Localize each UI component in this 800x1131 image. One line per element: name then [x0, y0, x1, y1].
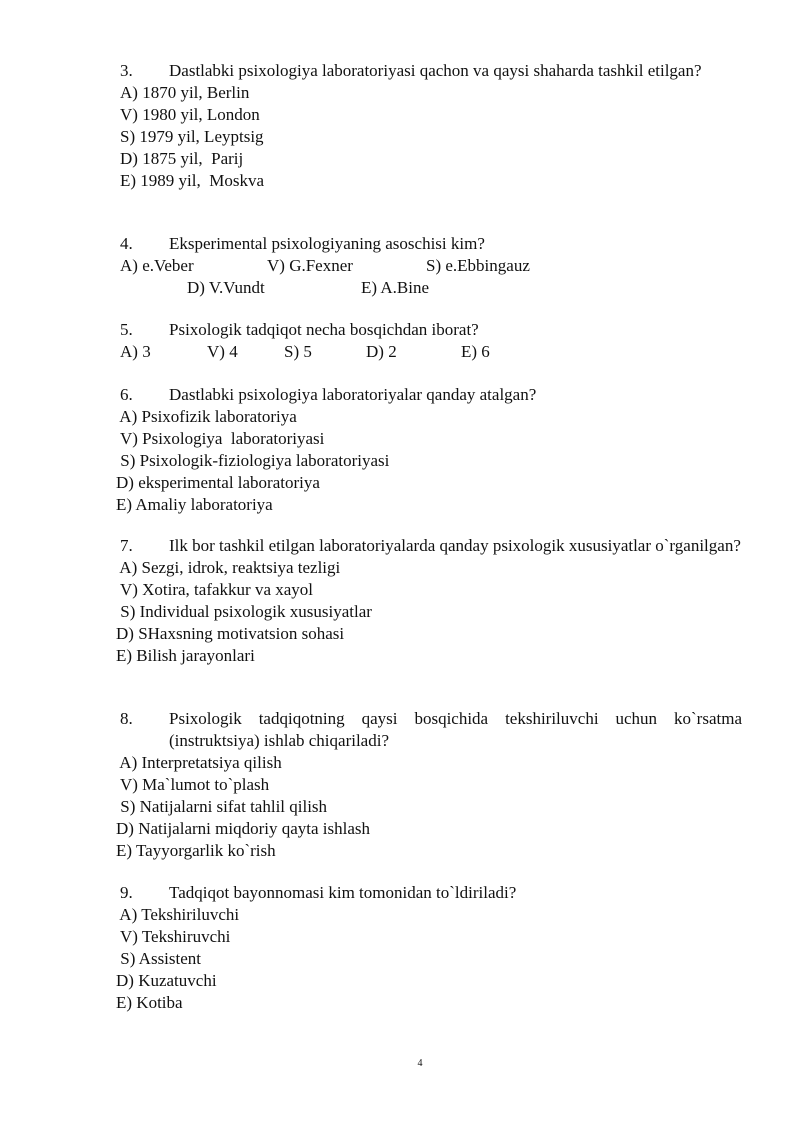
question-stem	[120, 233, 742, 255]
question-text: Tadqiqot bayonnomasi kim tomonidan to`ldiriladi?	[169, 883, 517, 902]
option-s: S) Assistent	[116, 949, 202, 968]
option-a: A) e.Veber	[120, 256, 194, 275]
question-text: Ilk bor tashkil etilgan laboratoriyalarda qanday psixologik xususiyatlar o`rganilgan?	[169, 536, 741, 555]
question-stem	[120, 535, 742, 557]
question-number: 9.	[120, 883, 133, 902]
question-8	[116, 708, 742, 862]
question-text: Psixologik tadqiqotning qaysi bosqichida tekshiriluvchi uchun ko`rsatma (instruktsiya) ishlab chiqariladi?	[169, 709, 742, 750]
option-d: D) 2	[366, 342, 397, 361]
question-number: 5.	[120, 320, 133, 339]
option-s: S) Natijalarni sifat tahlil qilish	[116, 797, 328, 816]
question-9	[116, 882, 738, 1014]
option-v: V) 4	[207, 342, 238, 361]
question-number: 8.	[120, 709, 133, 728]
question-text: Dastlabki psixologiya laboratoriyalar qanday atalgan?	[169, 385, 537, 404]
option-a: A) Psixofizik laboratoriya	[116, 407, 297, 426]
option-d: D) V.Vundt	[187, 278, 265, 297]
question-number: 6.	[120, 385, 133, 404]
option-e: E) Kotiba	[116, 993, 183, 1012]
option-a: A) Sezgi, idrok, reaktsiya tezligi	[116, 558, 341, 577]
option-v: V) Ma`lumot to`plash	[116, 775, 270, 794]
question-stem	[120, 384, 738, 406]
question-stem	[120, 882, 738, 904]
option-d: D) Natijalarni miqdoriy qayta ishlash	[116, 819, 370, 838]
option-s: S) Individual psixologik xususiyatlar	[116, 602, 372, 621]
question-number: 4.	[120, 234, 133, 253]
option-e: E) Amaliy laboratoriya	[116, 495, 273, 514]
option-e: E) Bilish jarayonlari	[116, 646, 255, 665]
option-s: S) 1979 yil, Leyptsig	[120, 127, 264, 146]
question-4	[120, 233, 742, 299]
option-v: V) Tekshiruvchi	[116, 927, 231, 946]
question-number: 7.	[120, 536, 133, 555]
option-s: S) e.Ebbingauz	[426, 256, 530, 275]
option-v: V) Psixologiya laboratoriyasi	[116, 429, 325, 448]
question-5	[120, 319, 742, 363]
question-6	[116, 384, 738, 516]
option-a: A) 3	[120, 342, 151, 361]
option-d: D) Kuzatuvchi	[116, 971, 217, 990]
option-e: E) 6	[461, 342, 490, 361]
option-d: D) eksperimental laboratoriya	[116, 473, 320, 492]
option-e: E) A.Bine	[361, 278, 429, 297]
question-stem	[120, 708, 742, 752]
option-s: S) Psixologik-fiziologiya laboratoriyasi	[116, 451, 390, 470]
option-v: V) 1980 yil, London	[120, 105, 260, 124]
question-text: Psixologik tadqiqot necha bosqichdan iborat?	[169, 320, 479, 339]
option-e: E) 1989 yil, Moskva	[120, 171, 265, 190]
option-a: A) Interpretatsiya qilish	[116, 753, 282, 772]
options-row-2	[120, 277, 742, 299]
options-row-1	[120, 255, 742, 277]
option-s: S) 5	[284, 342, 312, 361]
option-v: V) G.Fexner	[267, 256, 353, 275]
option-d: D) 1875 yil, Parij	[120, 149, 244, 168]
question-stem	[120, 319, 742, 341]
option-e: E) Tayyorgarlik ko`rish	[116, 841, 276, 860]
question-text: Eksperimental psixologiyaning asoschisi kim?	[169, 234, 485, 253]
option-v: V) Xotira, tafakkur va xayol	[116, 580, 314, 599]
question-stem	[120, 60, 742, 82]
options-row	[120, 341, 742, 363]
page-number: 4	[417, 1058, 423, 1069]
option-d: D) SHaxsning motivatsion sohasi	[116, 624, 345, 643]
question-number: 3.	[120, 61, 133, 80]
question-7	[116, 535, 742, 667]
question-text: Dastlabki psixologiya laboratoriyasi qachon va qaysi shaharda tashkil etilgan?	[169, 61, 702, 80]
option-a: A) Tekshiriluvchi	[116, 905, 240, 924]
question-3	[120, 60, 742, 192]
option-a: A) 1870 yil, Berlin	[120, 83, 250, 102]
